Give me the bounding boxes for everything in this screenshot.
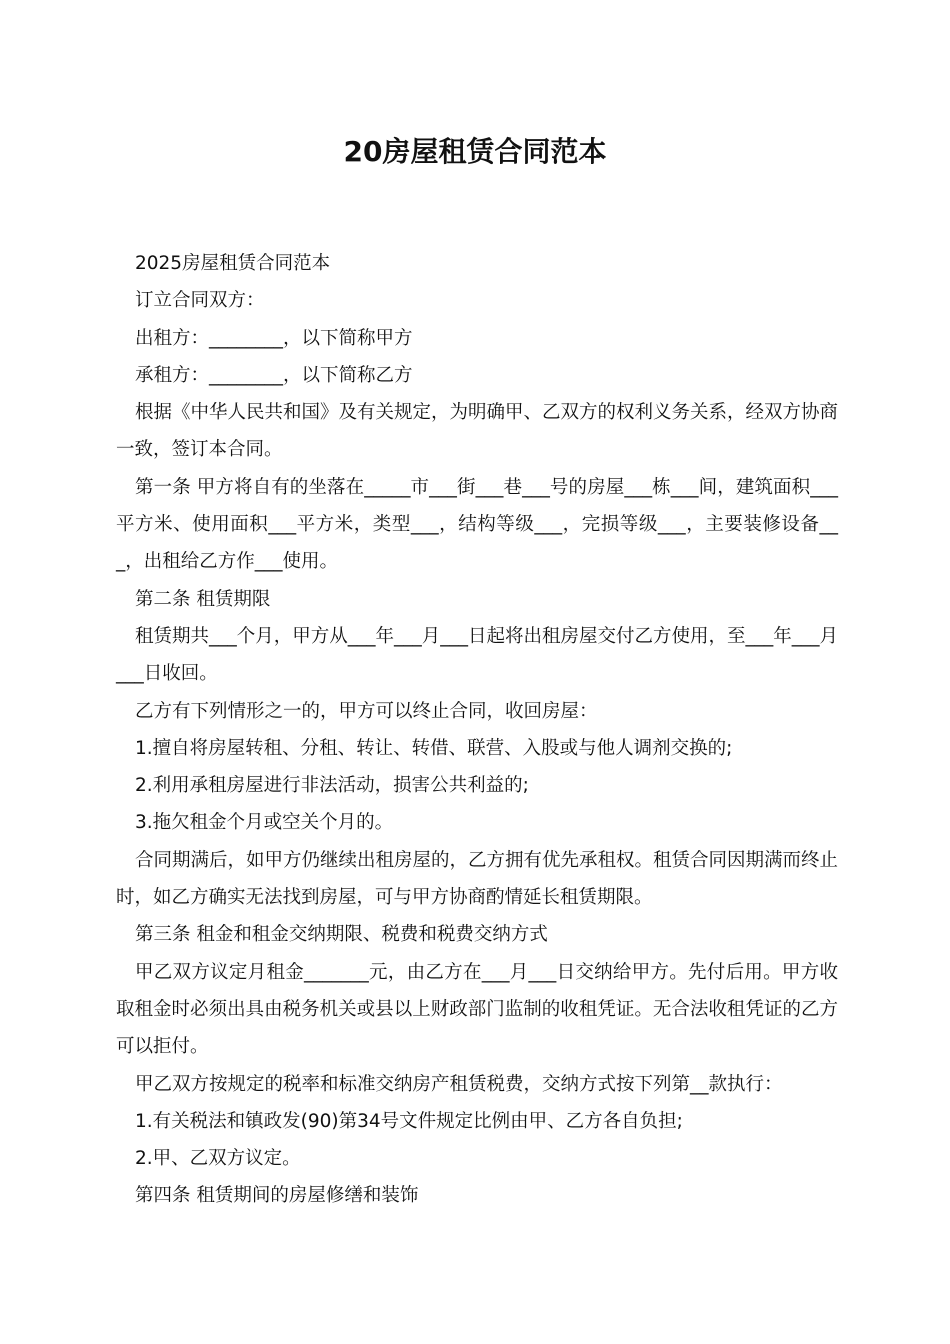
list-item: 1.擅自将房屋转租、分租、转让、转借、联营、入股或与他人调剂交换的; <box>135 737 733 759</box>
paragraph-renewal: 合同期满后，如甲方仍继续出租房屋的，乙方拥有优先承租权。租赁合同因期满而终止时，如乙方确实无法找到房屋，可与甲方协商酌情延长租赁期限。 <box>116 849 839 909</box>
paragraph-heading: 2025房屋租赁合同范本 <box>135 253 331 274</box>
document-title: 20房屋租赁合同范本 <box>343 135 607 168</box>
paragraph-lessee: 承租方：________，以下简称乙方 <box>135 364 413 386</box>
paragraph-parties: 订立合同双方： <box>135 290 265 312</box>
paragraph-termination-intro: 乙方有下列情形之一的，甲方可以终止合同，收回房屋： <box>135 700 598 722</box>
paragraph-article-2-heading: 第二条 租赁期限 <box>135 588 271 610</box>
paragraph-preamble: 根据《中华人民共和国》及有关规定，为明确甲、乙双方的权利义务关系，经双方协商一致，签订本合同。 <box>116 402 839 461</box>
paragraph-article-4-heading: 第四条 租赁期间的房屋修缮和装饰 <box>135 1185 419 1207</box>
list-item: 1.有关税法和镇政发(90)第34号文件规定比例由甲、乙方各自负担; <box>135 1110 683 1132</box>
list-item: 2.甲、乙双方议定。 <box>135 1148 301 1170</box>
paragraph-article-1: 第一条 甲方将自有的坐落在_____市___街___巷___号的房屋___栋___间，建筑面积___平方米、使用面积___平方米，类型___，结构等级___，完损等级___，主要装修设备___，出租给乙方作___使用。 <box>116 476 838 573</box>
document-body <box>116 245 838 1215</box>
list-item: 3.拖欠租金个月或空关个月的。 <box>135 812 394 834</box>
paragraph-lessor: 出租方：________，以下简称甲方 <box>135 327 413 349</box>
paragraph-rent: 甲乙双方议定月租金_______元，由乙方在___月___日交纳给甲方。先付后用。甲方收取租金时必须出具由税务机关或县以上财政部门监制的收租凭证。无合法收租凭证的乙方可以拒付。 <box>116 961 838 1058</box>
paragraph-lease-term: 租赁期共___个月，甲方从___年___月___日起将出租房屋交付乙方使用，至___年___月___日收回。 <box>116 625 839 685</box>
list-item: 2.利用承租房屋进行非法活动，损害公共利益的; <box>135 775 529 797</box>
paragraph-tax: 甲乙双方按规定的税率和标准交纳房产租赁税费，交纳方式按下列第__款执行： <box>135 1073 783 1095</box>
paragraph-article-3-heading: 第三条 租金和租金交纳期限、税费和税费交纳方式 <box>135 924 548 946</box>
